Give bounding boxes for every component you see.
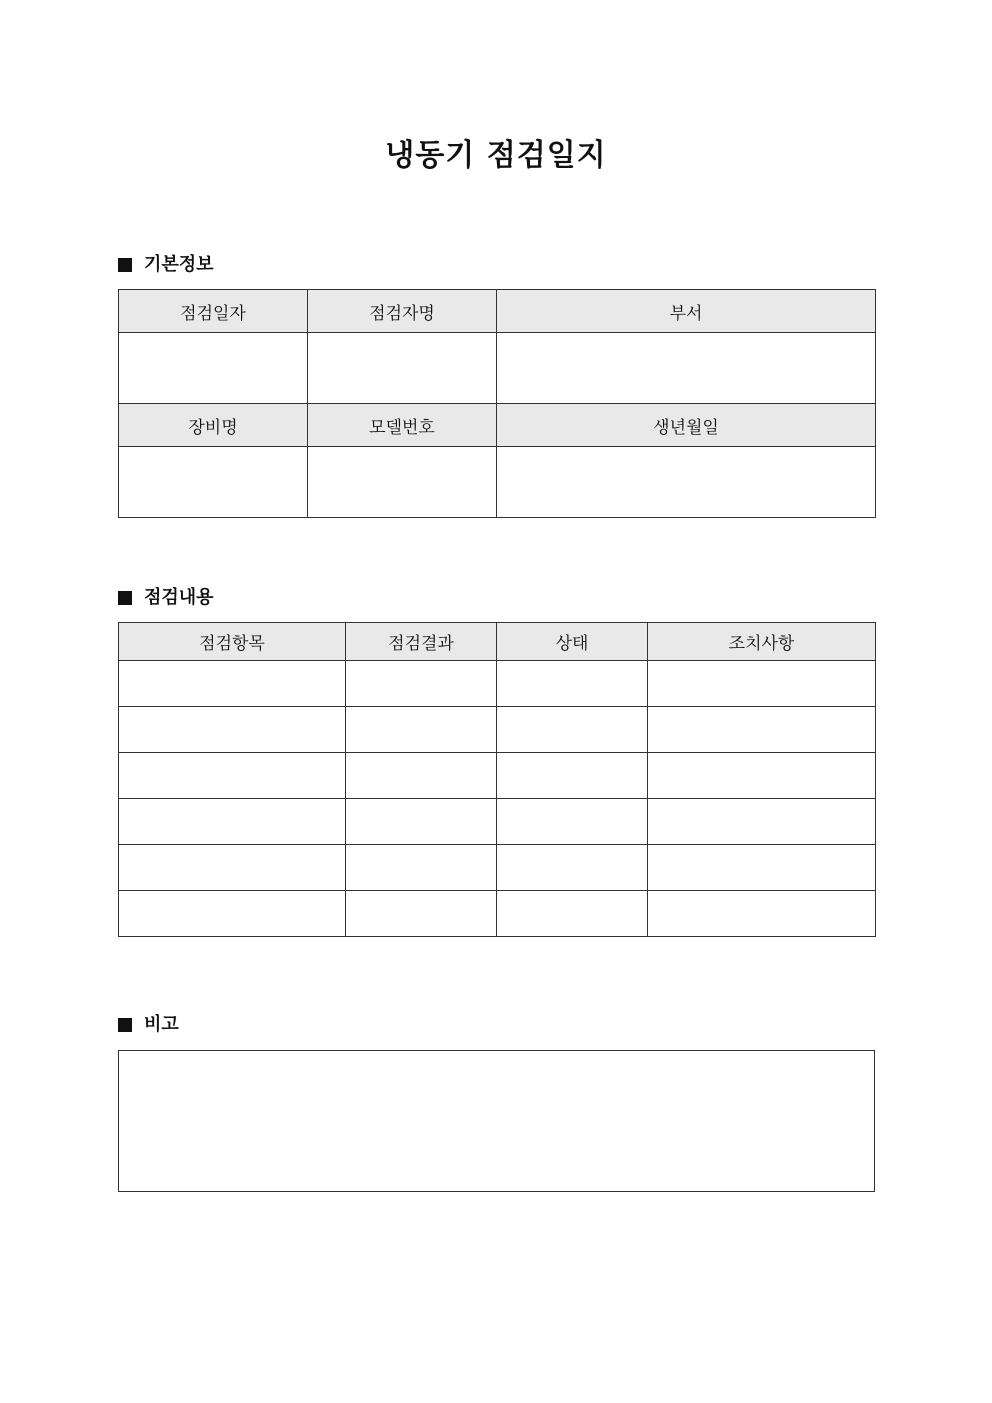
cell-status[interactable] [497,845,648,891]
table-row [119,661,876,707]
section-title: 비고 [144,1014,179,1035]
section-heading-basic-info [118,253,214,277]
section-title: 기본정보 [144,254,214,275]
header-inspection-result: 점검결과 [346,623,497,661]
inspection-table [118,622,876,937]
header-inspection-date: 점검일자 [119,290,308,333]
cell-action-taken[interactable] [648,799,876,845]
header-action-taken: 조치사항 [648,623,876,661]
table-row [119,753,876,799]
cell-inspection-result[interactable] [346,891,497,937]
header-birth-date: 생년월일 [497,404,876,447]
cell-action-taken[interactable] [648,707,876,753]
cell-action-taken[interactable] [648,753,876,799]
section-heading-inspection [118,586,214,610]
field-department[interactable] [497,333,876,404]
remarks-field[interactable] [118,1050,875,1192]
basic-info-table [118,289,876,518]
cell-inspection-result[interactable] [346,845,497,891]
cell-inspection-result[interactable] [346,661,497,707]
field-inspection-date[interactable] [119,333,308,404]
cell-inspection-item[interactable] [119,661,346,707]
cell-inspection-item[interactable] [119,753,346,799]
cell-inspection-item[interactable] [119,891,346,937]
section-heading-remarks [118,1013,179,1037]
header-inspection-item: 점검항목 [119,623,346,661]
cell-action-taken[interactable] [648,891,876,937]
header-equipment-name: 장비명 [119,404,308,447]
cell-action-taken[interactable] [648,845,876,891]
cell-inspection-result[interactable] [346,799,497,845]
field-birth-date[interactable] [497,447,876,518]
square-bullet-icon [118,258,132,272]
field-model-number[interactable] [308,447,497,518]
table-row [119,799,876,845]
section-title: 점검내용 [144,587,214,608]
cell-status[interactable] [497,661,648,707]
field-equipment-name[interactable] [119,447,308,518]
cell-status[interactable] [497,891,648,937]
cell-inspection-result[interactable] [346,753,497,799]
header-inspector-name: 점검자명 [308,290,497,333]
cell-inspection-item[interactable] [119,707,346,753]
page-title: 냉동기 점검일지 [385,138,607,173]
cell-action-taken[interactable] [648,661,876,707]
cell-inspection-result[interactable] [346,707,497,753]
table-row [119,845,876,891]
cell-status[interactable] [497,753,648,799]
cell-status[interactable] [497,799,648,845]
header-status: 상태 [497,623,648,661]
header-model-number: 모델번호 [308,404,497,447]
cell-inspection-item[interactable] [119,845,346,891]
cell-status[interactable] [497,707,648,753]
field-inspector-name[interactable] [308,333,497,404]
square-bullet-icon [118,591,132,605]
header-department: 부서 [497,290,876,333]
table-row [119,707,876,753]
cell-inspection-item[interactable] [119,799,346,845]
table-row [119,891,876,937]
square-bullet-icon [118,1018,132,1032]
